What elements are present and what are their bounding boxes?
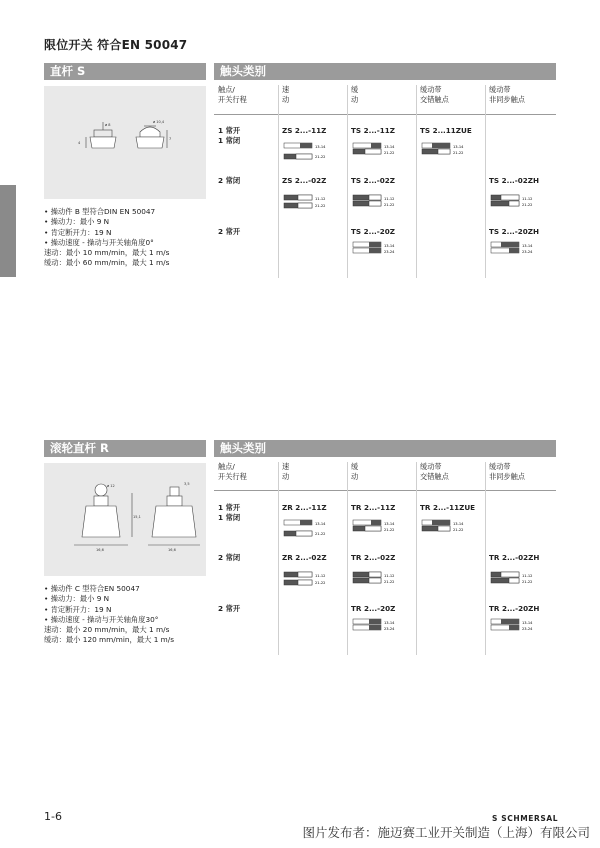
switching-diagram (282, 135, 338, 181)
row-label: 2 常开 (218, 604, 241, 613)
section-r-title: 滚轮直杆 R (50, 441, 109, 455)
col-header-nonsync: 缓动带 非同步触点 (489, 85, 525, 104)
switching-diagram (351, 512, 407, 558)
switching-diagram (489, 185, 545, 231)
col-header-snap: 速 动 (282, 462, 290, 481)
terminal-label: 13-14 (315, 522, 326, 526)
product-code: TR 2...-11Z (351, 503, 396, 512)
col-header-overlap: 缓动带 交错触点 (420, 462, 449, 481)
spec-line: 缓动：最小 60 mm/min，最大 1 m/s (44, 258, 170, 268)
travel-diagram-svg (420, 512, 476, 554)
col-header-contacts: 触点/ 开关行程 (218, 462, 247, 481)
product-code: TR 2...-11ZUE (420, 503, 476, 512)
product-code: TR 2...-02Z (351, 553, 396, 562)
switching-diagram (351, 613, 407, 659)
terminal-label: 23-24 (522, 250, 533, 254)
terminal-label: 11-12 (384, 574, 395, 578)
switching-diagram (489, 236, 545, 282)
terminal-label: 13-14 (453, 145, 464, 149)
spec-line: 缓动：最小 120 mm/min，最大 1 m/s (44, 635, 175, 645)
travel-diagram-svg (282, 512, 338, 554)
switching-diagram (351, 562, 407, 608)
travel-diagram-svg (282, 562, 338, 604)
roller-plunger-drawing (44, 463, 206, 576)
product-code: TS 2...-11Z (351, 126, 395, 135)
table-r-header-rule (214, 490, 556, 491)
terminal-label: 11-12 (522, 197, 533, 201)
travel-diagram-svg (351, 185, 407, 227)
product-code: TS 2...-02ZH (489, 176, 539, 185)
section-s-spec-list (44, 207, 169, 269)
terminal-label: 13-14 (384, 522, 395, 526)
section-r-header: 触头类别 (220, 441, 266, 455)
col-header-overlap: 缓动带 交错触点 (420, 85, 449, 104)
page-number: 1-6 (44, 810, 62, 823)
terminal-label: 21-22 (453, 151, 464, 155)
product-code: ZS 2...-02Z (282, 176, 327, 185)
product-code: ZR 2...-11Z (282, 503, 327, 512)
terminal-label: 21-22 (522, 203, 533, 207)
switching-diagram (489, 613, 545, 659)
column-divider (485, 462, 486, 655)
travel-diagram-svg (420, 135, 476, 177)
svg-text:ø 10,4: ø 10,4 (153, 120, 165, 124)
column-divider (278, 462, 279, 655)
switching-diagram (351, 185, 407, 231)
svg-text:16,6: 16,6 (96, 548, 104, 552)
column-divider (416, 85, 417, 278)
section-s-header-bar (214, 63, 556, 80)
col-header-slow: 缓 动 (351, 85, 359, 104)
col-header-nonsync: 缓动带 非同步触点 (489, 462, 525, 481)
section-s-title: 直杆 S (50, 64, 86, 78)
terminal-label: 21-22 (384, 580, 395, 584)
brand-logo: S SCHMERSAL (492, 814, 559, 823)
terminal-label: 11-12 (384, 197, 395, 201)
section-r-header-bar (214, 440, 556, 457)
spec-line: • 操动件 B 型符合DIN EN 50047 (44, 207, 156, 216)
terminal-label: 11-12 (315, 197, 326, 201)
terminal-label: 21-22 (315, 581, 326, 585)
terminal-label: 13-14 (522, 621, 533, 625)
travel-diagram-svg (351, 562, 407, 604)
terminal-label: 13-14 (384, 244, 395, 248)
switching-diagram (420, 512, 476, 558)
terminal-label: 23-24 (384, 627, 395, 631)
switching-diagram (351, 236, 407, 282)
col-header-snap: 速 动 (282, 85, 290, 104)
switching-diagram (489, 562, 545, 608)
spec-line: • 肯定断开力：19 N (44, 227, 112, 237)
svg-text:4: 4 (78, 141, 81, 145)
switching-diagram (282, 562, 338, 608)
row-label: 2 常开 (218, 227, 241, 236)
product-code: TS 2...-20Z (351, 227, 395, 236)
switching-diagram (282, 185, 338, 231)
terminal-label: 21-22 (384, 151, 395, 155)
terminal-label: 21-22 (315, 155, 326, 159)
terminal-label: 21-22 (315, 204, 326, 208)
product-code: ZS 2...-11Z (282, 126, 327, 135)
terminal-label: 13-14 (315, 145, 326, 149)
product-code: TS 2...-20ZH (489, 227, 539, 236)
terminal-label: 21-22 (522, 580, 533, 584)
terminal-label: 11-12 (522, 574, 533, 578)
svg-text:ø 8: ø 8 (105, 123, 111, 127)
spec-line: • 操动速度 - 操动与开关轴角度30° (44, 614, 159, 624)
plunger-drawing (44, 86, 206, 199)
column-divider (347, 85, 348, 278)
spec-line: 速动：最小 20 mm/min，最大 1 m/s (44, 625, 170, 635)
travel-diagram-svg (351, 135, 407, 177)
travel-diagram-svg (351, 613, 407, 655)
row-label: 2 常闭 (218, 553, 241, 562)
col-header-slow: 缓 动 (351, 462, 359, 481)
terminal-label: 11-12 (315, 574, 326, 578)
row-label: 1 常开 1 常闭 (218, 126, 241, 145)
section-r-title-bar (44, 440, 206, 457)
switching-diagram (420, 135, 476, 181)
product-code: TS 2...-02Z (351, 176, 395, 185)
terminal-label: 13-14 (384, 145, 395, 149)
switching-diagram (351, 135, 407, 181)
spec-line: • 操动速度 - 操动与开关轴角度0° (44, 237, 154, 247)
travel-diagram-svg (489, 236, 545, 278)
terminal-label: 23-24 (522, 627, 533, 631)
spec-line: 速动：最小 10 mm/min，最大 1 m/s (44, 248, 170, 258)
terminal-label: 21-22 (453, 528, 464, 532)
col-header-contacts: 触点/ 开关行程 (218, 85, 247, 104)
travel-diagram-svg (489, 185, 545, 227)
travel-diagram-svg (282, 185, 338, 227)
publisher-watermark: 图片发布者：施迈赛工业开关制造（上海）有限公司 (302, 825, 590, 840)
terminal-label: 13-14 (384, 621, 395, 625)
section-r-spec-list (44, 584, 174, 646)
product-code: TR 2...-20ZH (489, 604, 540, 613)
terminal-label: 13-14 (522, 244, 533, 248)
terminal-label: 21-22 (384, 203, 395, 207)
travel-diagram-svg (489, 613, 545, 655)
product-code: TS 2...11ZUE (420, 126, 472, 135)
spec-line: • 操动件 C 型符合EN 50047 (44, 584, 140, 593)
table-s-header-rule (214, 114, 556, 115)
product-code: TR 2...-02ZH (489, 553, 540, 562)
terminal-label: 21-22 (315, 532, 326, 536)
product-code: TR 2...-20Z (351, 604, 396, 613)
spec-line: • 肯定断开力：19 N (44, 604, 112, 614)
row-label: 2 常闭 (218, 176, 241, 185)
column-divider (416, 462, 417, 655)
travel-diagram-svg (351, 236, 407, 278)
section-s-figure (44, 86, 206, 199)
svg-text:7: 7 (169, 137, 172, 141)
section-r-figure (44, 463, 206, 576)
product-code: ZR 2...-02Z (282, 553, 327, 562)
page-title: 限位开关 符合EN 50047 (44, 38, 188, 52)
svg-text:3,5: 3,5 (184, 482, 190, 486)
column-divider (278, 85, 279, 278)
svg-text:16,6: 16,6 (168, 548, 176, 552)
svg-text:15,1: 15,1 (133, 515, 141, 519)
terminal-label: 13-14 (453, 522, 464, 526)
column-divider (347, 462, 348, 655)
travel-diagram-svg (351, 512, 407, 554)
travel-diagram-svg (489, 562, 545, 604)
spec-line: • 操动力：最小 9 N (44, 217, 110, 227)
terminal-label: 21-22 (384, 528, 395, 532)
svg-text:ø 12: ø 12 (107, 484, 115, 488)
section-s-header: 触头类别 (220, 64, 266, 78)
chapter-side-tab (0, 185, 16, 277)
section-s-title-bar (44, 63, 206, 80)
switching-diagram (282, 512, 338, 558)
column-divider (485, 85, 486, 278)
terminal-label: 23-24 (384, 250, 395, 254)
spec-line: • 操动力：最小 9 N (44, 594, 110, 604)
travel-diagram-svg (282, 135, 338, 177)
row-label: 1 常开 1 常闭 (218, 503, 241, 522)
